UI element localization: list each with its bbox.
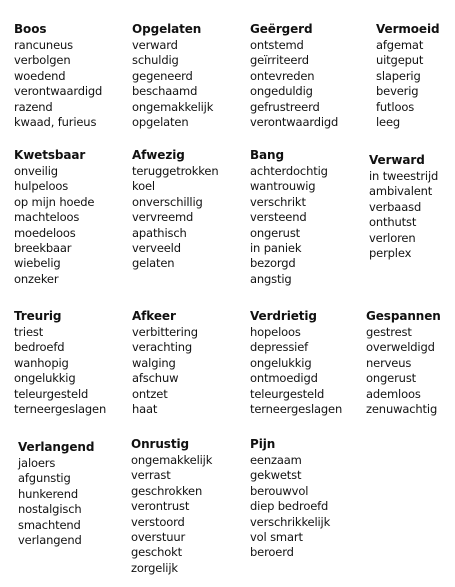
list-item: uitgeput	[376, 53, 424, 68]
list-item: machteloos	[14, 210, 80, 225]
list-item: terneergeslagen	[14, 402, 107, 417]
list-item: futloos	[376, 99, 415, 114]
group-title: Boos	[14, 22, 47, 36]
list-item: afgunstig	[18, 471, 71, 486]
group-title: Verward	[369, 153, 425, 167]
list-item: bedroefd	[14, 340, 65, 355]
list-item: wiebelig	[14, 256, 61, 271]
list-item: verstoord	[131, 514, 185, 529]
list-item: ontmoedigd	[250, 371, 318, 386]
list-item: verveeld	[132, 241, 181, 256]
list-item: slaperig	[376, 68, 421, 83]
group-gespannen	[366, 309, 454, 417]
list-item: triest	[14, 325, 44, 339]
list-item: ongemakkelijk	[132, 99, 214, 114]
list-item: onveilig	[14, 164, 58, 178]
list-item: onzeker	[14, 271, 59, 286]
list-item: wanhopig	[14, 355, 69, 370]
list-item: overweldigd	[366, 340, 435, 355]
list-item: moedeloos	[14, 225, 76, 240]
list-item: nerveus	[366, 355, 412, 370]
list-item: opgelaten	[132, 115, 189, 130]
list-item: onthutst	[369, 215, 417, 230]
group-afwezig	[132, 148, 247, 272]
list-item: eenzaam	[250, 453, 302, 467]
list-item: angstig	[250, 271, 292, 286]
group-verward	[369, 153, 454, 261]
list-item: vol smart	[250, 530, 303, 545]
list-item: wantrouwig	[250, 179, 316, 194]
list-item: schuldig	[132, 53, 179, 68]
group-title: Geërgerd	[250, 22, 313, 36]
list-item: ambivalent	[369, 184, 433, 199]
list-item: overstuur	[131, 530, 186, 545]
list-item: terneergeslagen	[250, 402, 343, 417]
group-afkeer	[132, 309, 247, 417]
group-verlangend	[18, 440, 133, 548]
list-item: vervreemd	[132, 210, 194, 225]
list-item: achterdochtig	[250, 164, 328, 178]
list-item: haat	[132, 402, 158, 417]
group-bang	[250, 148, 365, 287]
list-item: verschrikkelijk	[250, 514, 331, 529]
list-item: verbolgen	[14, 53, 71, 68]
list-item: ongelukkig	[250, 355, 312, 370]
group-opgelaten	[132, 22, 247, 130]
group-vermoeid	[376, 22, 454, 130]
list-item: koel	[132, 179, 155, 194]
list-item: zorgelijk	[131, 560, 178, 575]
list-item: geschokt	[131, 545, 182, 560]
list-item: verloren	[369, 230, 416, 245]
list-item: breekbaar	[14, 241, 72, 256]
group-title: Vermoeid	[376, 22, 440, 36]
list-item: perplex	[369, 246, 412, 261]
list-item: beverig	[376, 84, 419, 99]
list-item: verschrikt	[250, 194, 306, 209]
list-item: afschuw	[132, 371, 179, 386]
list-item: teleurgesteld	[14, 386, 89, 401]
list-item: op mijn hoede	[14, 194, 95, 209]
group-title: Kwetsbaar	[14, 148, 86, 162]
list-item: depressief	[250, 340, 309, 355]
group-kwetsbaar	[14, 148, 129, 287]
list-item: ongeduldig	[250, 84, 313, 99]
list-item: geïrriteerd	[250, 53, 309, 68]
list-item: verontwaardigd	[14, 84, 103, 99]
list-item: kwaad, furieus	[14, 115, 97, 130]
list-item: gestrest	[366, 325, 412, 339]
list-item: versteend	[250, 210, 307, 225]
group-geergerd	[250, 22, 365, 130]
list-item: verontwaardigd	[250, 115, 339, 130]
list-item: gefrustreerd	[250, 99, 320, 114]
list-item: ontzet	[132, 386, 168, 401]
list-item: diep bedroefd	[250, 499, 329, 514]
list-item: teruggetrokken	[132, 164, 219, 178]
list-item: woedend	[14, 68, 66, 83]
list-item: leeg	[376, 115, 401, 130]
list-item: verachting	[132, 340, 193, 355]
list-item: ongerust	[366, 371, 417, 386]
list-item: jaloers	[18, 456, 56, 470]
list-item: verrast	[131, 468, 171, 483]
list-item: ongemakkelijk	[131, 453, 213, 467]
list-item: afgemat	[376, 38, 424, 52]
group-title: Gespannen	[366, 309, 441, 323]
group-verdrietig	[250, 309, 365, 417]
group-title: Treurig	[14, 309, 62, 323]
list-item: beroerd	[250, 545, 294, 560]
list-item: ongerust	[250, 225, 301, 240]
group-title: Bang	[250, 148, 284, 162]
list-item: berouwvol	[250, 483, 309, 498]
list-item: teleurgesteld	[250, 386, 325, 401]
group-title: Pijn	[250, 437, 276, 451]
group-onrustig	[131, 437, 246, 576]
list-item: rancuneus	[14, 38, 73, 52]
list-item: nostalgisch	[18, 502, 82, 517]
list-item: verward	[132, 38, 178, 52]
list-item: gegeneerd	[132, 68, 193, 83]
group-title: Verdrietig	[250, 309, 317, 323]
list-item: hulpeloos	[14, 179, 69, 194]
list-item: ademloos	[366, 386, 421, 401]
list-item: ontstemd	[250, 38, 304, 52]
list-item: walging	[132, 355, 176, 370]
list-item: in paniek	[250, 241, 302, 256]
list-item: geschrokken	[131, 483, 203, 498]
list-item: verlangend	[18, 533, 82, 548]
list-item: smachtend	[18, 517, 81, 532]
list-item: gekwetst	[250, 468, 302, 483]
list-item: ongelukkig	[14, 371, 76, 386]
list-item: beschaamd	[132, 84, 198, 99]
list-item: apathisch	[132, 225, 187, 240]
group-title: Opgelaten	[132, 22, 202, 36]
group-title: Verlangend	[18, 440, 95, 454]
list-item: bezorgd	[250, 256, 296, 271]
group-boos	[14, 22, 129, 130]
list-item: hunkerend	[18, 486, 78, 501]
group-treurig	[14, 309, 129, 417]
list-item: verbittering	[132, 325, 198, 339]
group-title: Afkeer	[132, 309, 176, 323]
list-item: razend	[14, 99, 53, 114]
group-pijn	[250, 437, 365, 561]
list-item: gelaten	[132, 256, 175, 271]
list-item: onverschillig	[132, 194, 203, 209]
list-item: hopeloos	[250, 325, 301, 339]
list-item: in tweestrijd	[369, 169, 439, 183]
group-title: Onrustig	[131, 437, 189, 451]
list-item: verontrust	[131, 499, 190, 514]
list-item: zenuwachtig	[366, 402, 438, 417]
list-item: verbaasd	[369, 199, 422, 214]
list-item: ontevreden	[250, 68, 315, 83]
group-title: Afwezig	[132, 148, 185, 162]
